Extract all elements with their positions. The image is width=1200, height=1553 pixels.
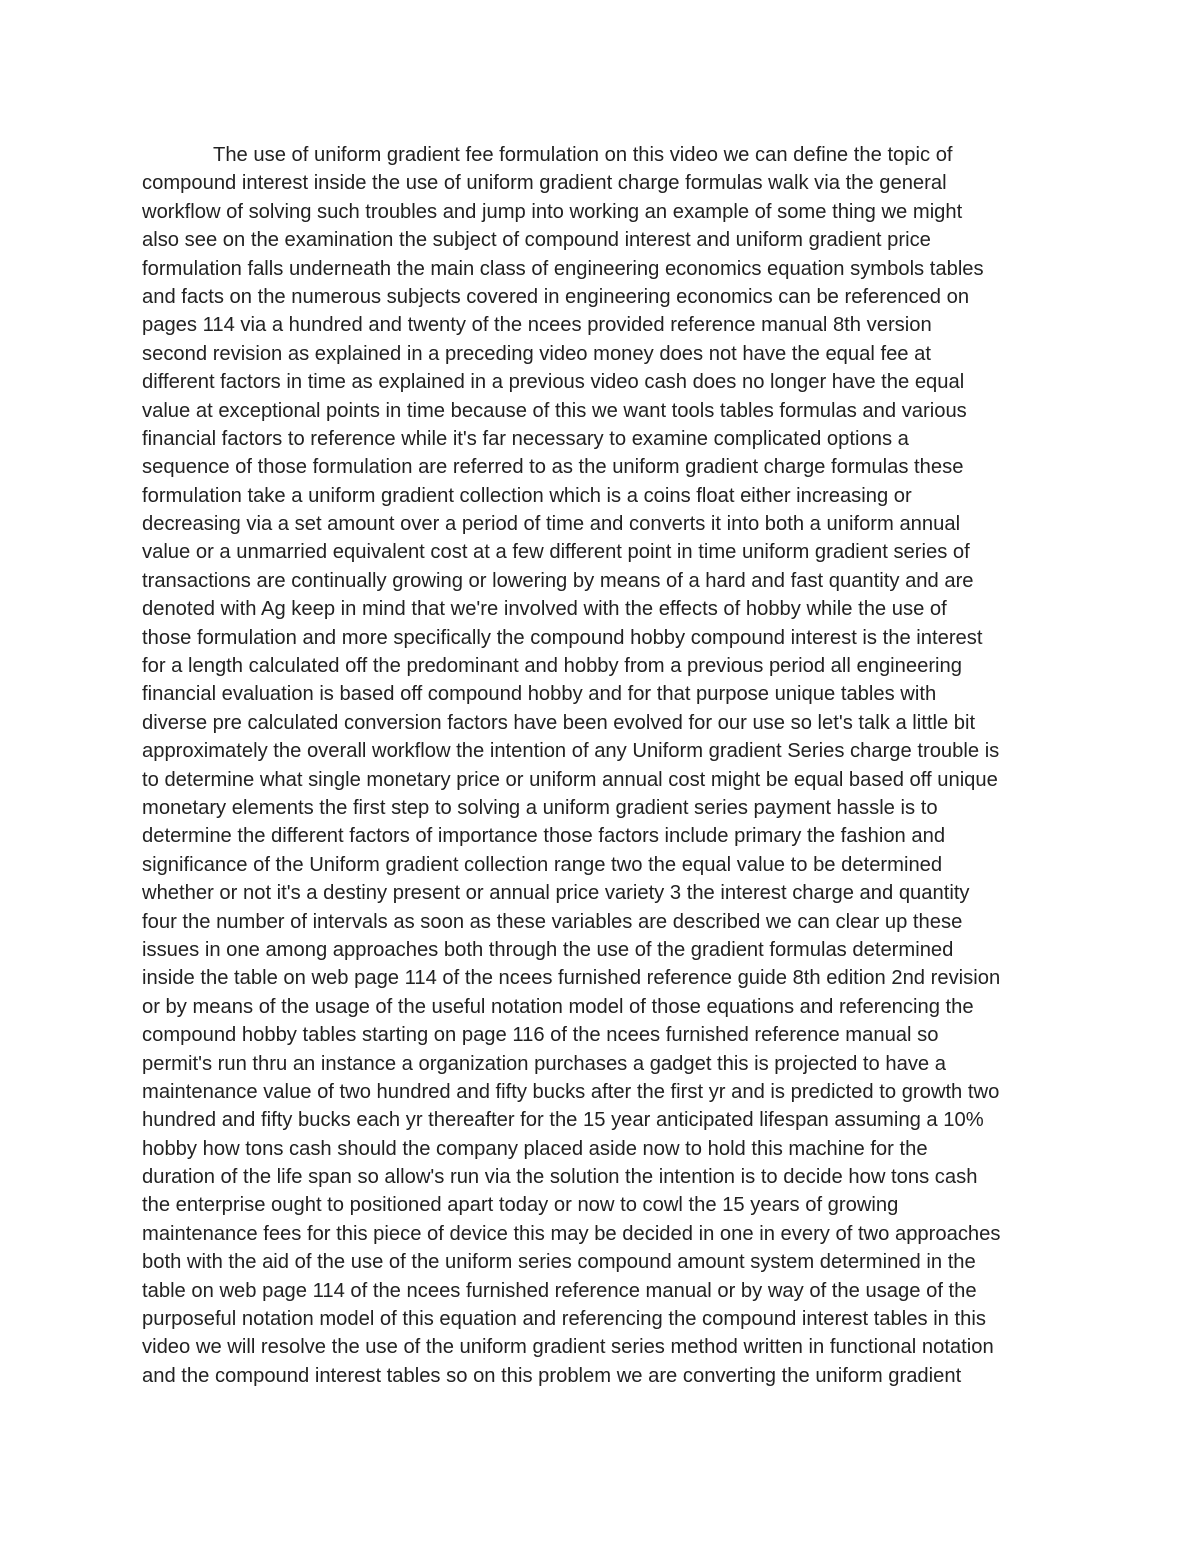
paragraph-line: denoted with Ag keep in mind that we're involved with the effects of hobby while the use of: [142, 598, 947, 621]
paragraph-line: issues in one among approaches both through the use of the gradient formulas determined: [142, 938, 954, 961]
paragraph-line: compound hobby tables starting on page 116 of the ncees furnished reference manual so: [142, 1024, 939, 1047]
paragraph-line: inside the table on web page 114 of the ncees furnished reference guide 8th edition 2nd revision: [142, 967, 1001, 990]
paragraph-line: and the compound interest tables so on this problem we are converting the uniform gradient: [142, 1364, 962, 1387]
paragraph-line: financial evaluation is based off compound hobby and for that purpose unique tables with: [142, 683, 937, 706]
paragraph-line: whether or not it's a destiny present or annual price variety 3 the interest charge and quantity: [142, 882, 970, 905]
paragraph-line: different factors in time as explained in a previous video cash does no longer have the equal: [142, 371, 965, 394]
paragraph-line: maintenance fees for this piece of device this may be decided in one in every of two approaches: [142, 1222, 1001, 1245]
document-body: [142, 141, 1082, 1390]
paragraph-line: workflow of solving such troubles and jump into working an example of some thing we might: [142, 200, 963, 223]
paragraph-line: value at exceptional points in time because of this we want tools tables formulas and various: [142, 399, 967, 422]
paragraph-line: or by means of the usage of the useful notation model of those equations and referencing the: [142, 995, 974, 1018]
paragraph-line: video we will resolve the use of the uniform gradient series method written in functional notation: [142, 1336, 994, 1359]
paragraph-line: to determine what single monetary price or uniform annual cost might be equal based off unique: [142, 768, 998, 791]
paragraph-line: transactions are continually growing or lowering by means of a hard and fast quantity and are: [142, 569, 974, 592]
paragraph-line: table on web page 114 of the ncees furnished reference manual or by way of the usage of the: [142, 1279, 977, 1302]
paragraph-line: maintenance value of two hundred and fifty bucks after the first yr and is predicted to growth two: [142, 1080, 1000, 1103]
paragraph-line: hobby how tons cash should the company placed aside now to hold this machine for the: [142, 1137, 928, 1160]
paragraph-line: hundred and fifty bucks each yr thereafter for the 15 year anticipated lifespan assuming a 10%: [142, 1109, 984, 1132]
paragraph-line: for a length calculated off the predominant and hobby from a previous period all engineering: [142, 655, 962, 678]
paragraph-line: duration of the life span so allow's run via the solution the intention is to decide how tons cash: [142, 1166, 978, 1189]
paragraph-line: pages 114 via a hundred and twenty of the ncees provided reference manual 8th version: [142, 314, 932, 337]
paragraph-line: purposeful notation model of this equation and referencing the compound interest tables in this: [142, 1308, 986, 1331]
paragraph-line: formulation take a uniform gradient collection which is a coins float either increasing or: [142, 484, 912, 507]
paragraph-line: those formulation and more specifically the compound hobby compound interest is the interest: [142, 626, 983, 649]
paragraph-line: value or a unmarried equivalent cost at a few different point in time uniform gradient series of: [142, 541, 970, 564]
paragraph-line: financial factors to reference while it's far necessary to examine complicated options a: [142, 427, 909, 450]
paragraph-line: permit's run thru an instance a organization purchases a gadget this is projected to have a: [142, 1052, 946, 1075]
paragraph-line: approximately the overall workflow the intention of any Uniform gradient Series charge trouble is: [142, 740, 1000, 763]
paragraph-line: also see on the examination the subject of compound interest and uniform gradient price: [142, 229, 931, 252]
paragraph-line: the enterprise ought to positioned apart today or now to cowl the 15 years of growing: [142, 1194, 899, 1217]
paragraph-line: decreasing via a set amount over a period of time and converts it into both a uniform annual: [142, 513, 961, 536]
paragraph-line: four the number of intervals as soon as these variables are described we can clear up these: [142, 910, 963, 933]
paragraph-line: determine the different factors of importance those factors include primary the fashion and: [142, 825, 946, 848]
paragraph-line: formulation falls underneath the main class of engineering economics equation symbols tables: [142, 257, 984, 280]
paragraph-line: sequence of those formulation are referred to as the uniform gradient charge formulas these: [142, 456, 964, 479]
paragraph-line: monetary elements the first step to solving a uniform gradient series payment hassle is to: [142, 796, 938, 819]
paragraph-line: both with the aid of the use of the uniform series compound amount system determined in the: [142, 1251, 976, 1274]
paragraph-line: second revision as explained in a preceding video money does not have the equal fee at: [142, 342, 931, 365]
paragraph-line: diverse pre calculated conversion factors have been evolved for our use so let's talk a little bit: [142, 711, 976, 734]
paragraph-line: and facts on the numerous subjects covered in engineering economics can be referenced on: [142, 285, 970, 308]
paragraph-line: The use of uniform gradient fee formulation on this video we can define the topic of: [213, 144, 953, 166]
paragraph-line: significance of the Uniform gradient collection range two the equal value to be determined: [142, 853, 943, 876]
paragraph-line: compound interest inside the use of uniform gradient charge formulas walk via the general: [142, 172, 947, 195]
